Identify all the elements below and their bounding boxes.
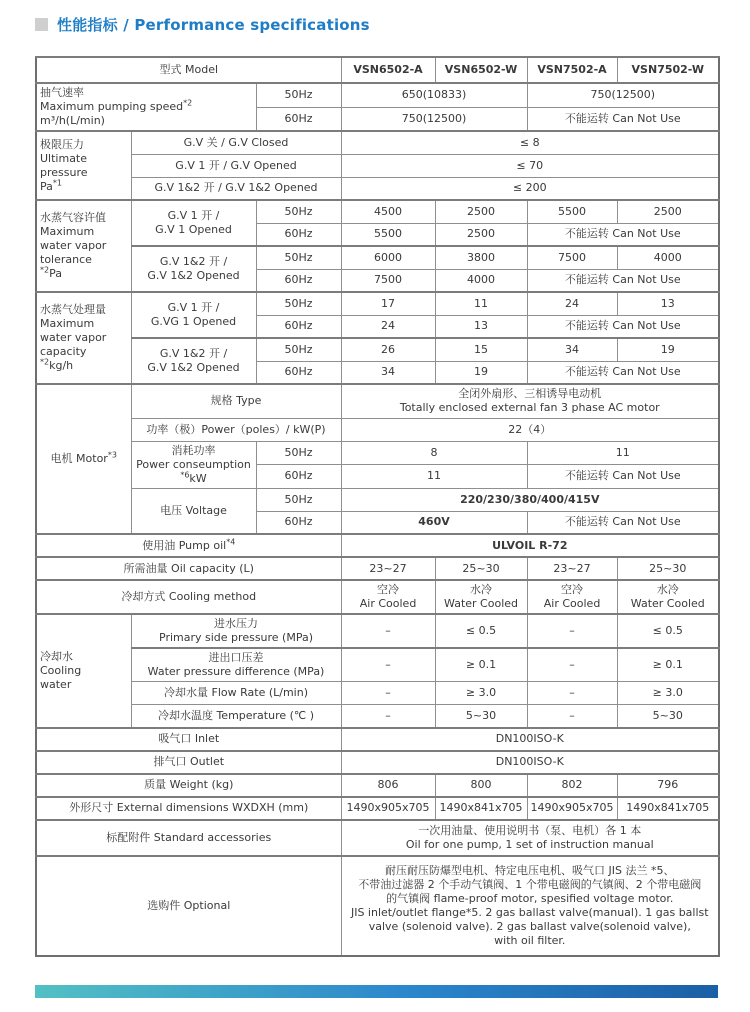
condition-label: G.V 关 / G.V Closed [131, 131, 341, 154]
cooling-water-param-label [131, 614, 341, 648]
value-cell: 800 [435, 774, 527, 797]
cooling-water-param-label [131, 648, 341, 682]
value-cell: 6000 [341, 246, 435, 269]
model-header-row [36, 57, 719, 83]
value-cell: 不能运转 Can Not Use [527, 223, 719, 246]
value-cell: DN100ISO-K [341, 728, 719, 751]
value-line: Totally enclosed external fan 3 phase AC motor [399, 401, 660, 415]
label-text: kg/h [49, 359, 74, 372]
ultimate-pressure-row-3 [36, 177, 719, 200]
oil-capacity-row [36, 557, 719, 580]
weight-row [36, 774, 719, 797]
motor-power-row [36, 418, 719, 441]
pump-oil-label [36, 534, 341, 557]
label-line: Power conseumption [136, 457, 251, 471]
value-cell: 15 [435, 338, 527, 361]
value-cell: – [527, 682, 617, 705]
condition-label: G.V 1&2 开 / G.V 1&2 Opened [131, 177, 341, 200]
value-cell: 22（4） [341, 418, 719, 441]
vapor-tolerance-row-3 [36, 246, 719, 269]
value-cell: 5500 [527, 200, 617, 223]
value-cell: 26 [341, 338, 435, 361]
value-cell: ≥ 0.1 [617, 648, 719, 682]
value-cell: 3800 [435, 246, 527, 269]
condition-label [131, 246, 256, 292]
label-line: 水蒸气容许值 [40, 211, 106, 224]
footnote-sup: *2 [183, 98, 193, 108]
inlet-row [36, 728, 719, 751]
motor-type-label: 规格 Type [131, 384, 341, 418]
label-text: 电机 Motor [50, 452, 108, 465]
footnote-sup: *3 [107, 450, 117, 460]
inlet-label: 吸气口 Inlet [36, 728, 341, 751]
motor-voltage-row-50 [36, 488, 719, 511]
outlet-row [36, 751, 719, 774]
freq-label: 60Hz [256, 465, 341, 489]
value-cell: ≤ 70 [341, 154, 719, 177]
model-name-4: VSN7502-W [617, 57, 719, 83]
value-cell: 7500 [527, 246, 617, 269]
freq-label: 50Hz [256, 338, 341, 361]
label-line: Water pressure difference (MPa) [147, 665, 325, 678]
value-line: 水冷 [656, 583, 679, 596]
freq-label: 60Hz [256, 269, 341, 292]
label-line: capacity [40, 345, 87, 358]
label-line: 极限压力 [40, 137, 84, 151]
value-cell: ≤ 8 [341, 131, 719, 154]
value-cell: 24 [341, 315, 435, 338]
value-cell: ≥ 3.0 [617, 682, 719, 705]
value-cell: 2500 [617, 200, 719, 223]
label-line: 冷却水 [40, 649, 73, 663]
value-cell: – [341, 682, 435, 705]
value-cell: – [527, 614, 617, 648]
value-cell: ≤ 0.5 [617, 614, 719, 648]
label-line [40, 267, 128, 281]
pumping-speed-label [36, 83, 256, 131]
value-line: 不带油过滤器 2 个手动气镇阀、1 个带电磁阀的气镇阀、2 个带电磁阀 [358, 877, 702, 891]
value-cell: 不能运转 Can Not Use [527, 465, 719, 489]
model-row-label: 型式 Model [36, 57, 341, 83]
pump-oil-row [36, 534, 719, 557]
value-cell: 2500 [435, 200, 527, 223]
label-line: pressure [40, 165, 88, 179]
footnote-sup: *2 [40, 357, 50, 367]
freq-label: 50Hz [256, 488, 341, 511]
value-cell: – [341, 705, 435, 728]
cooling-water-row-4 [36, 705, 719, 728]
label-line: G.V 1 开 / [167, 209, 220, 222]
value-cell: – [341, 648, 435, 682]
page-title [35, 14, 750, 35]
freq-label: 50Hz [256, 441, 341, 465]
vapor-capacity-row-3 [36, 338, 719, 361]
value-cell: 1490x905x705 [527, 797, 617, 820]
motor-consumption-row-50 [36, 441, 719, 465]
ultimate-pressure-label [36, 131, 131, 200]
label-line: tolerance [40, 253, 92, 266]
footnote-sup: *2 [40, 265, 50, 275]
value-cell: 11 [435, 292, 527, 315]
footnote-sup: *4 [226, 536, 236, 546]
value-cell: 460V [341, 511, 527, 534]
freq-label: 60Hz [256, 107, 341, 131]
value-cell: 4000 [617, 246, 719, 269]
spec-table [35, 56, 720, 957]
footer-accent-bar [35, 985, 718, 998]
value-cell: 19 [617, 338, 719, 361]
value-line: Oil for one pump, 1 set of instruction manual [405, 837, 654, 851]
freq-label: 50Hz [256, 246, 341, 269]
value-cell: – [527, 705, 617, 728]
freq-label: 50Hz [256, 292, 341, 315]
optional-row [36, 856, 719, 956]
value-line: 耐压耐压防爆型电机、特定电压电机、吸气口 JIS 法兰 *5、 [385, 863, 675, 877]
label-line: 进水压力 [214, 617, 259, 630]
value-cell [617, 580, 719, 614]
condition-label: G.V 1 开 / G.V Opened [131, 154, 341, 177]
value-line: 全闭外扇形、三相诱导电动机 [458, 387, 602, 401]
weight-label: 质量 Weight (kg) [36, 774, 341, 797]
label-text: Pa [49, 267, 62, 280]
value-line: JIS inlet/outlet flange*5. 2 gas ballast valve(manual). 1 gas ballst [350, 905, 709, 919]
dimensions-label: 外形尺寸 External dimensions WXDXH (mm) [36, 797, 341, 820]
value-cell: DN100ISO-K [341, 751, 719, 774]
value-line: 空冷 [561, 583, 584, 596]
vapor-tolerance-row-1 [36, 200, 719, 223]
value-cell: 1490x905x705 [341, 797, 435, 820]
vapor-capacity-label [36, 292, 131, 384]
label-text: 使用油 Pump oil [142, 538, 227, 552]
label-line: G.V 1&2 开 / [159, 255, 228, 268]
cooling-water-row-3 [36, 682, 719, 705]
value-cell: 1490x841x705 [435, 797, 527, 820]
accessories-row [36, 820, 719, 856]
label-line: water vapor [40, 239, 107, 252]
value-cell: 不能运转 Can Not Use [527, 511, 719, 534]
value-cell: 650(10833) [341, 83, 527, 107]
motor-power-label: 功率（极）Power（poles）/ kW(P) [131, 418, 341, 441]
value-cell: 24 [527, 292, 617, 315]
pumping-speed-row-50 [36, 83, 719, 107]
value-cell: ≤ 0.5 [435, 614, 527, 648]
value-cell [527, 580, 617, 614]
value-cell: 25~30 [617, 557, 719, 580]
freq-label: 60Hz [256, 511, 341, 534]
freq-label: 60Hz [256, 315, 341, 338]
value-cell [341, 580, 435, 614]
value-cell: 25~30 [435, 557, 527, 580]
label-line: G.V 1 开 / [167, 301, 220, 314]
cooling-water-row-1 [36, 614, 719, 648]
label-text: Maximum pumping speed [40, 100, 184, 113]
condition-label [131, 338, 256, 384]
value-line: Air Cooled [543, 597, 601, 610]
value-cell: ≤ 200 [341, 177, 719, 200]
oil-capacity-label: 所需油量 Oil capacity (L) [36, 557, 341, 580]
label-line: Maximum [40, 317, 95, 330]
value-cell: 不能运转 Can Not Use [527, 269, 719, 292]
value-line: with oil filter. [494, 933, 566, 947]
label-line [40, 100, 253, 114]
label-line: G.V 1&2 Opened [147, 361, 240, 374]
value-cell [435, 580, 527, 614]
label-text: kW [189, 471, 207, 485]
value-line: Air Cooled [359, 597, 417, 610]
condition-label [131, 292, 256, 338]
cooling-water-row-2 [36, 648, 719, 682]
label-line: G.V 1 Opened [155, 223, 232, 236]
value-cell: 802 [527, 774, 617, 797]
label-line: Maximum [40, 225, 95, 238]
bullet-square-icon [35, 18, 48, 31]
value-cell: 不能运转 Can Not Use [527, 361, 719, 384]
dimensions-row [36, 797, 719, 820]
value-cell: 1490x841x705 [617, 797, 719, 820]
model-name-3: VSN7502-A [527, 57, 617, 83]
freq-label: 60Hz [256, 223, 341, 246]
outlet-label: 排气口 Outlet [36, 751, 341, 774]
label-line: G.V 1&2 Opened [147, 269, 240, 282]
label-text: Pa [40, 179, 53, 193]
freq-label: 50Hz [256, 200, 341, 223]
value-line: 的气镇阀 flame-proof motor, spesified voltage motor. [386, 891, 674, 905]
value-line: Water Cooled [444, 597, 519, 610]
value-line: 空冷 [377, 583, 400, 596]
model-name-2: VSN6502-W [435, 57, 527, 83]
footnote-sup: *6 [180, 469, 190, 479]
label-line [135, 469, 253, 486]
value-cell: 34 [341, 361, 435, 384]
value-cell: 19 [435, 361, 527, 384]
value-cell: 23~27 [527, 557, 617, 580]
value-cell: 4500 [341, 200, 435, 223]
label-line: 消耗功率 [171, 443, 216, 457]
freq-label: 60Hz [256, 361, 341, 384]
label-line [40, 359, 128, 373]
value-line: 一次用油量、使用说明书（泵、电机）各 1 本 [418, 823, 642, 837]
value-cell: 5500 [341, 223, 435, 246]
value-cell: 5~30 [617, 705, 719, 728]
value-cell: 7500 [341, 269, 435, 292]
value-cell: 不能运转 Can Not Use [527, 315, 719, 338]
ultimate-pressure-row-2 [36, 154, 719, 177]
label-line: G.VG 1 Opened [150, 315, 237, 328]
condition-label [131, 200, 256, 246]
page-title-text: 性能指标 / Performance specifications [57, 16, 370, 34]
model-name-1: VSN6502-A [341, 57, 435, 83]
value-cell: 8 [341, 441, 527, 465]
value-cell: 17 [341, 292, 435, 315]
motor-consumption-label [131, 441, 256, 488]
cooling-method-row [36, 580, 719, 614]
value-cell: 750(12500) [341, 107, 527, 131]
value-cell: – [527, 648, 617, 682]
motor-label [36, 384, 131, 534]
ultimate-pressure-row-1 [36, 131, 719, 154]
value-cell: 不能运转 Can Not Use [527, 107, 719, 131]
motor-type-value [341, 384, 719, 418]
cooling-method-label: 冷却方式 Cooling method [36, 580, 341, 614]
vapor-capacity-row-1 [36, 292, 719, 315]
cooling-water-param-label: 冷却水量 Flow Rate (L/min) [131, 682, 341, 705]
label-line: 抽气速率 [40, 86, 84, 99]
label-line: 水蒸气处理量 [40, 303, 106, 316]
value-cell: 23~27 [341, 557, 435, 580]
label-line: Cooling [40, 663, 82, 677]
label-line: Primary side pressure (MPa) [159, 631, 314, 644]
motor-type-row [36, 384, 719, 418]
value-cell: 5~30 [435, 705, 527, 728]
value-cell: 4000 [435, 269, 527, 292]
value-line: valve (solenoid valve). 2 gas ballast valve(solenoid valve), [368, 919, 691, 933]
label-line: water vapor [40, 331, 107, 344]
value-cell: 13 [617, 292, 719, 315]
accessories-label: 标配附件 Standard accessories [36, 820, 341, 856]
value-cell: 2500 [435, 223, 527, 246]
freq-label: 50Hz [256, 83, 341, 107]
motor-voltage-label: 电压 Voltage [131, 488, 256, 534]
optional-label: 选购件 Optional [36, 856, 341, 956]
value-cell: 13 [435, 315, 527, 338]
value-cell: 11 [341, 465, 527, 489]
label-line: 进出口压差 [208, 651, 264, 664]
optional-value [341, 856, 719, 956]
accessories-value [341, 820, 719, 856]
value-cell: 750(12500) [527, 83, 719, 107]
value-line: 水冷 [470, 583, 493, 596]
label-line [40, 177, 128, 194]
value-line: Water Cooled [630, 597, 705, 610]
cooling-water-label [36, 614, 131, 728]
label-line: m³/h(L/min) [40, 114, 105, 127]
value-cell: ≥ 0.1 [435, 648, 527, 682]
vapor-tolerance-label [36, 200, 131, 292]
value-cell: 806 [341, 774, 435, 797]
value-cell: 796 [617, 774, 719, 797]
label-line: Ultimate [40, 151, 88, 165]
label-line: water [40, 677, 72, 691]
value-cell: 220/230/380/400/415V [341, 488, 719, 511]
value-cell: ≥ 3.0 [435, 682, 527, 705]
value-cell: ULVOIL R-72 [341, 534, 719, 557]
value-cell: 34 [527, 338, 617, 361]
value-cell: 11 [527, 441, 719, 465]
footnote-sup: *1 [52, 177, 62, 187]
label-line: G.V 1&2 开 / [159, 347, 228, 360]
value-cell: – [341, 614, 435, 648]
cooling-water-param-label: 冷却水温度 Temperature (℃ ) [131, 705, 341, 728]
